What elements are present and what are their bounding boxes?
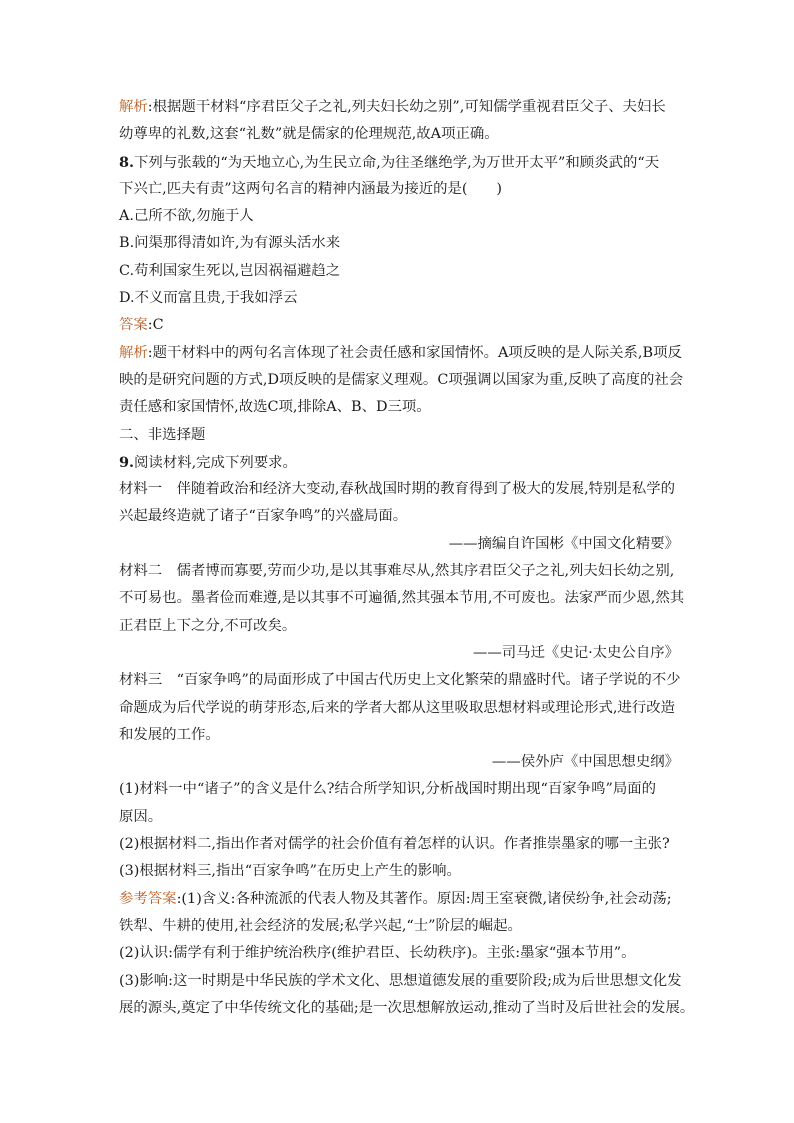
analysis-text: :题干材料中的两句名言体现了社会责任感和家国情怀。A项反映的是人际关系,B项反 — [147, 344, 682, 361]
question-8-stem-line-1 — [119, 149, 679, 176]
material-3-line-2: 命题成为后代学说的萌芽形态,后来的学者大都从这里吸取思想材料或理论形式,进行改造 — [119, 699, 675, 716]
section-heading: 二、非选择题 — [119, 426, 206, 443]
reference-answer-text: :(1)含义:各种流派的代表人物及其著作。原因:周王室衰微,诸侯纷争,社会动荡; — [176, 890, 672, 907]
option-b: B.问渠那得清如许,为有源头活水来 — [119, 235, 341, 252]
analysis-8-line-3: 责任感和家国情怀,故选C项,排除A、B、D三项。 — [119, 399, 431, 416]
material-2-line-3: 正君臣上下之分,不可改矣。 — [119, 617, 297, 634]
question-number: 8. — [119, 153, 135, 171]
document-page — [119, 94, 695, 1022]
analysis-8-line-2: 映的是研究问题的方式,D项反映的是儒家义理观。C项强调以国家为重,反映了高度的社会 — [119, 371, 684, 388]
reference-answer-label: 参考答案 — [119, 890, 177, 907]
material-2-line-1: 材料二 儒者博而寡要,劳而少功,是以其事难尽从,然其序君臣父子之礼,列夫妇长幼之别, — [119, 563, 675, 580]
material-2-line-2: 不可易也。墨者俭而难遵,是以其事不可遍循,然其强本节用,不可废也。法家严而少恩,然其 — [119, 590, 685, 607]
option-d: D.不义而富且贵,于我如浮云 — [119, 290, 298, 307]
sub-question-1-line-1: (1)材料一中“诸子”的含义是什么?结合所学知识,分析战国时期出现“百家争鸣”局面的 — [119, 781, 656, 798]
reference-answer-3-line-2: 展的源头,奠定了中华传统文化的基础;是一次思想解放运动,推动了当时及后世社会的发展。 — [119, 999, 695, 1016]
analysis-text: :根据题干材料“序君臣父子之礼,列夫妇长幼之别”,可知儒学重视君臣父子、夫妇长 — [147, 99, 666, 115]
question-intro: 阅读材料,完成下列要求。 — [134, 454, 297, 471]
option-a: A.己所不欲,勿施于人 — [119, 208, 254, 225]
reference-answer-1-line-2: 铁犁、牛耕的使用,社会经济的发展;私学兴起,“士”阶层的崛起。 — [119, 917, 522, 934]
question-9-intro — [119, 449, 679, 476]
analysis-label: 解析 — [119, 344, 148, 361]
material-1-line-1: 材料一 伴随着政治和经济大变动,春秋战国时期的教育得到了极大的发展,特别是私学的 — [119, 481, 675, 498]
material-3-line-3: 和发展的工作。 — [119, 726, 220, 743]
option-c: C.苟利国家生死以,岂因祸福避趋之 — [119, 262, 341, 279]
reference-answer-1-line-1 — [119, 886, 679, 913]
analysis-label: 解析 — [119, 99, 148, 115]
analysis-8-line-1 — [119, 340, 682, 367]
reference-answer-2: (2)认识:儒学有利于维护统治秩序(维护君臣、长幼秩序)。主张:墨家“强本节用”。 — [119, 945, 636, 962]
material-3-source: ——侯外庐《中国思想史纲》 — [491, 754, 679, 771]
answer-line — [119, 312, 679, 339]
question-8-stem-line-2: 下兴亡,匹夫有责”这两句名言的精神内涵最为接近的是( ) — [119, 180, 502, 197]
analysis-7-line-2: 幼尊卑的礼数,这套“礼数”就是儒家的伦理规范,故A项正确。 — [119, 126, 499, 143]
reference-answer-3-line-1: (3)影响:这一时期是中华民族的学术文化、思想道德发展的重要阶段;成为后世思想文化发 — [119, 972, 682, 989]
material-3-line-1: 材料三 “百家争鸣”的局面形成了中国古代历史上文化繁荣的鼎盛时代。诸子学说的不少 — [119, 672, 681, 689]
material-2-source: ——司马迁《史记·太史公自序》 — [472, 644, 679, 661]
answer-value: :C — [147, 317, 164, 334]
analysis-7-line-1 — [119, 94, 679, 121]
material-1-line-2: 兴起最终造就了诸子“百家争鸣”的兴盛局面。 — [119, 508, 408, 525]
sub-question-1-line-2: 原因。 — [119, 808, 163, 825]
sub-question-3: (3)根据材料三,指出“百家争鸣”在历史上产生的影响。 — [119, 863, 461, 880]
question-number: 9. — [119, 453, 135, 471]
sub-question-2: (2)根据材料二,指出作者对儒学的社会价值有着怎样的认识。作者推崇墨家的哪一主张? — [119, 836, 670, 853]
material-1-source: ——摘编自许国彬《中国文化精要》 — [448, 535, 679, 552]
question-stem: 下列与张载的“为天地立心,为生民立命,为往圣继绝学,为万世开太平”和顾炎武的“天 — [134, 154, 660, 171]
answer-label: 答案 — [119, 317, 148, 334]
